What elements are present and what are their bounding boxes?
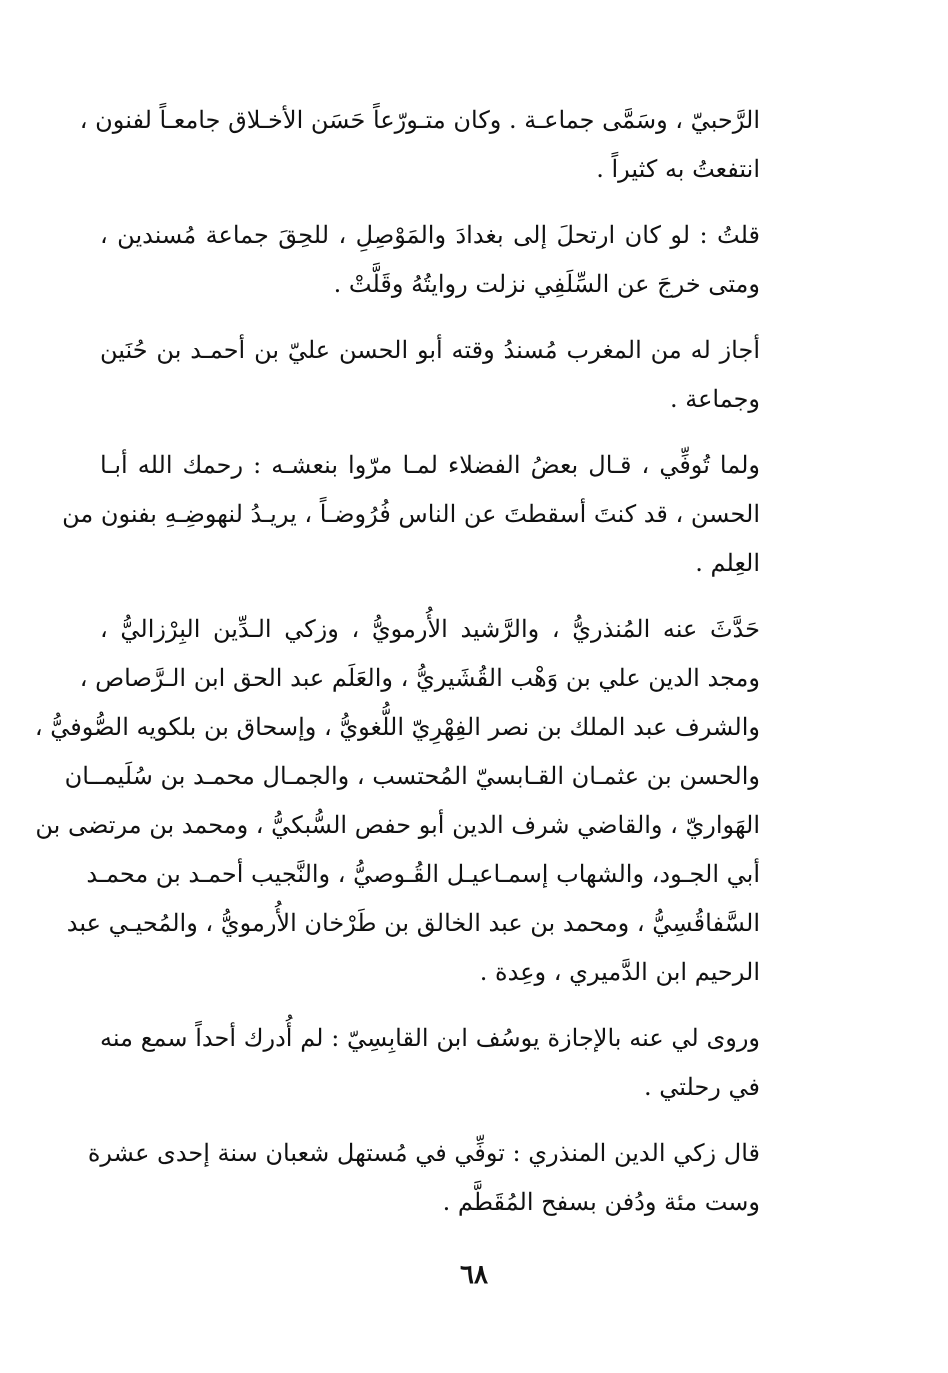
paragraph-text [100,211,760,309]
text-line: الرَّحبيّ ، وسَمَّى جماعـة . وكان متـورّعاً حَسَن الأخـلاق جامعـاً لفنون ، [79,106,760,134]
page-number: ٦٨ [460,1260,488,1290]
paragraph [100,211,760,309]
text-line: انتفعتُ به كثيراً . [596,155,760,183]
text-line: الحسن ، قد كنتَ أسقطتَ عن الناس فُرُوضـاً ، يريـدُ لنهوضِـهِ بفنون من [62,500,760,528]
text-line: العِلم . [695,549,760,577]
text-line: في رحلتي . [644,1073,760,1101]
paragraph-spacer [100,997,760,1014]
text-line: السَّفاقُسِيُّ ، ومحمد بن عبد الخالق بن طَرْخان الأُرمويُّ ، والمُحيـي عبد [66,909,760,937]
text-line: ومتى خرجَ عن السِّلَفِي نزلت روايتُهُ وقَلَّتْ . [333,270,760,298]
paragraph-spacer [100,588,760,605]
page-body [34,96,760,1227]
text-line: أبي الجـود، والشهاب إسمـاعيـل القُـوصيُّ ، والنَّجيب أحمـد بن محمـد [86,860,760,888]
paragraph-text [87,1129,760,1227]
text-line: حَدَّثَ عنه المُنذريُّ ، والرَّشيد الأُرمويُّ ، وزكي الـدِّين البِرْزاليُّ ، [100,615,760,643]
paragraph-text [100,326,760,424]
paragraph-spacer [100,309,760,326]
paragraph [100,326,760,424]
text-line: والحسن بن عثمـان القـابسيّ المُحتسب ، والجمـال محمـد بن سُلَيمــان [64,762,760,790]
text-line: وجماعة . [669,385,760,413]
paragraph-text [100,1014,760,1112]
text-line: ومجد الدين علي بن وَهْب القُشَيريُّ ، والعَلَم عبد الحق ابن الـرَّصاص ، [79,664,760,692]
text-line: الرحيم ابن الدَّميري ، وعِدة . [479,958,760,986]
paragraph [62,441,760,588]
text-line: وست مئة ودُفن بسفح المُقَطَّم . [442,1188,760,1216]
text-line: قال زكي الدين المنذري : توفِّي في مُستهل شعبان سنة إحدى عشرة [87,1139,760,1167]
paragraph-text [34,605,760,997]
paragraph-spacer [100,1112,760,1129]
paragraph [87,1129,760,1227]
text-line: ولما تُوفِّي ، قـال بعضُ الفضلاء لمـا مرّوا بنعشـه : رحمك الله أبـا [100,451,760,479]
text-line: الهَواريّ ، والقاضي شرف الدين أبو حفص السُّبكيُّ ، ومحمد بن مرتضى بن [35,811,760,839]
text-line: والشرف عبد الملك بن نصر الفِهْرِيّ اللُّغويُّ ، وإسحاق بن بلكويه الصُّوفيُّ ، [34,713,760,741]
paragraph [79,96,760,194]
text-line: أجاز له من المغرب مُسندُ وقته أبو الحسن عليّ بن أحمـد بن حُنَين [100,336,760,364]
text-line: وروى لي عنه بالإجازة يوسُف ابن القابِسِيّ : لم أُدرك أحداً سمع منه [100,1024,760,1052]
paragraph-text [79,96,760,194]
text-line: قلتُ : لو كان ارتحلَ إلى بغدادَ والمَوْصِلِ ، للحِقَ جماعة مُسندين ، [100,221,760,249]
paragraph-text [62,441,760,588]
paragraph [34,605,760,997]
paragraph-spacer [100,424,760,441]
paragraph [100,1014,760,1112]
paragraph-spacer [100,194,760,211]
